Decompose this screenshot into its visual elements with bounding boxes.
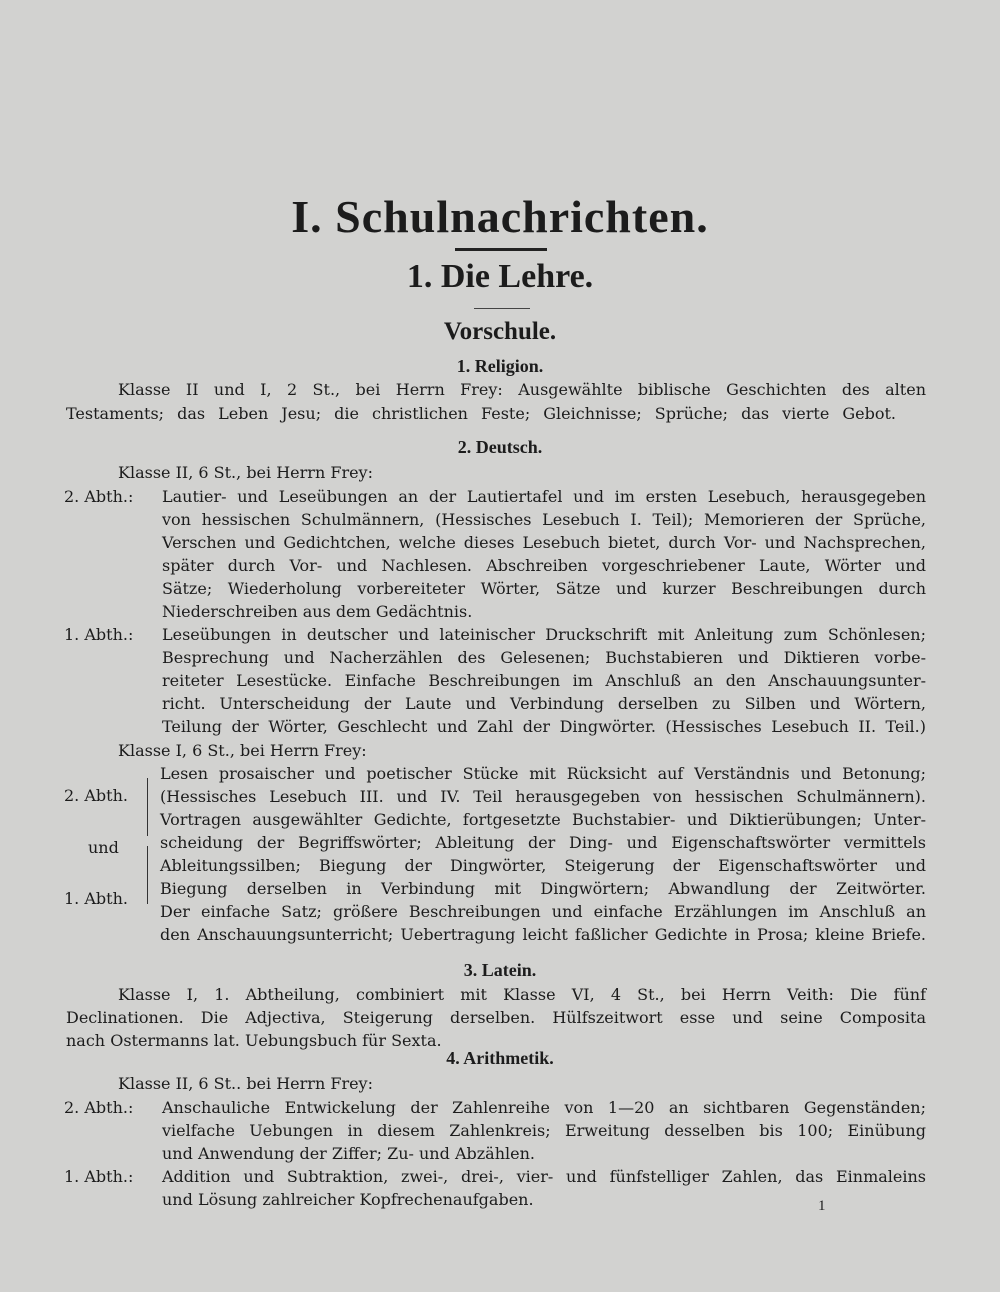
- deutsch-k1-line: den Anschauungsunterricht; Uebertragung leicht faßlicher Gedichte in Prosa; kleine Briefe.: [160, 925, 926, 944]
- deutsch-abt2-line: später durch Vor- und Nachlesen. Abschreiben vorgeschriebener Laute, Wörter und: [162, 556, 926, 575]
- deutsch-abt1-line: richt. Unterscheidung der Laute und Verbindung derselben zu Silben und Wörtern,: [162, 694, 926, 713]
- deutsch-k1-label-top: 2. Abth.: [64, 786, 128, 805]
- arithmetik-abt2-line: Anschauliche Entwickelung der Zahlenreihe von 1—20 an sichtbaren Gegenständen;: [162, 1098, 926, 1117]
- arithmetik-abt1-line: Addition und Subtraktion, zwei-, drei-, vier- und fünfstelliger Zahlen, das Einmaleins: [162, 1167, 926, 1186]
- deutsch-k1-line: Der einfache Satz; größere Beschreibungen und einfache Erzählungen im Anschluß an: [160, 902, 926, 921]
- arithmetik-klasse2: Klasse II, 6 St.. bei Herrn Frey:: [118, 1074, 373, 1093]
- arithmetik-abt2-label: 2. Abth.:: [64, 1098, 134, 1117]
- religion-line: Testaments; das Leben Jesu; die christlichen Feste; Gleichnisse; Sprüche; das vierte Gebot.: [66, 404, 896, 423]
- arithmetik-abt2-line: und Anwendung der Ziffer; Zu- und Abzählen.: [162, 1144, 535, 1163]
- deutsch-k1-line: (Hessisches Lesebuch III. und IV. Teil herausgegeben von hessischen Schulmännern).: [160, 787, 926, 806]
- arithmetik-abt2-line: vielfache Uebungen in diesem Zahlenkreis; Erweitung desselben bis 100; Einübung: [162, 1121, 926, 1140]
- arithmetik-abt1-line: und Lösung zahlreicher Kopfrechenaufgaben.: [162, 1190, 534, 1209]
- chapter-rule: [474, 308, 530, 309]
- deutsch-k1-line: Lesen prosaischer und poetischer Stücke mit Rücksicht auf Verständnis und Betonung;: [160, 764, 926, 783]
- deutsch-abt1-line: Leseübungen in deutscher und lateinischer Druckschrift mit Anleitung zum Schönlesen;: [162, 625, 926, 644]
- deutsch-k1-line: Vortragen ausgewählter Gedichte, fortgesetzte Buchstabier- und Diktierübungen; Unter-: [160, 810, 926, 829]
- latein-line: Klasse I, 1. Abtheilung, combiniert mit Klasse VI, 4 St., bei Herrn Veith: Die fünf: [118, 985, 926, 1004]
- deutsch-k1-label-mid: und: [88, 838, 119, 857]
- arithmetik-abt1-label: 1. Abth.:: [64, 1167, 134, 1186]
- deutsch-abt2-line: Verschen und Gedichtchen, welche dieses Lesebuch bietet, durch Vor- und Nachsprechen,: [162, 533, 926, 552]
- deutsch-k1-line: Biegung derselben in Verbindung mit Dingwörtern; Abwandlung der Zeitwörter.: [160, 879, 926, 898]
- latein-heading: 3. Latein.: [463, 960, 537, 980]
- brace-bottom: [147, 846, 148, 904]
- deutsch-k1-line: scheidung der Begriffswörter; Ableitung der Ding- und Eigenschaftswörter vermittels: [160, 833, 926, 852]
- deutsch-klasse2: Klasse II, 6 St., bei Herrn Frey:: [118, 463, 373, 482]
- religion-heading: 1. Religion.: [456, 356, 544, 376]
- deutsch-abt1-label: 1. Abth.:: [64, 625, 134, 644]
- deutsch-abt2-label: 2. Abth.:: [64, 487, 134, 506]
- religion-line: Klasse II und I, 2 St., bei Herrn Frey: Ausgewählte biblische Geschichten des alten: [118, 380, 926, 399]
- deutsch-klasse1: Klasse I, 6 St., bei Herrn Frey:: [118, 741, 367, 760]
- latein-line: nach Ostermanns lat. Uebungsbuch für Sexta.: [66, 1031, 442, 1050]
- section-heading: Vorschule.: [443, 318, 557, 345]
- deutsch-abt2-line: Lautier- und Leseübungen an der Lautiertafel und im ersten Lesebuch, herausgegeben: [162, 487, 926, 506]
- deutsch-abt2-line: von hessischen Schulmännern, (Hessisches Lesebuch I. Teil); Memorieren der Sprüche,: [162, 510, 926, 529]
- arithmetik-heading: 4. Arithmetik.: [446, 1048, 554, 1068]
- latein-line: Declinationen. Die Adjectiva, Steigerung derselben. Hülfszeitwort esse und seine Composita: [66, 1008, 926, 1027]
- chapter-title: 1. Die Lehre.: [406, 258, 594, 295]
- page-number: 1: [818, 1198, 826, 1214]
- deutsch-abt1-line: Besprechung und Nacherzählen des Gelesenen; Buchstabieren und Diktieren vorbe-: [162, 648, 926, 667]
- deutsch-abt2-line: Niederschreiben aus dem Gedächtnis.: [162, 602, 473, 621]
- brace-top: [147, 778, 148, 836]
- title-rule: [455, 248, 547, 251]
- deutsch-abt1-line: Teilung der Wörter, Geschlecht und Zahl der Dingwörter. (Hessisches Lesebuch II. Teil.): [162, 717, 926, 736]
- deutsch-k1-line: Ableitungssilben; Biegung der Dingwörter, Steigerung der Eigenschaftswörter und: [160, 856, 926, 875]
- deutsch-abt1-line: reiteter Lesestücke. Einfache Beschreibungen im Anschluß an den Anschauungsunter-: [162, 671, 926, 690]
- deutsch-k1-label-bot: 1. Abth.: [64, 889, 128, 908]
- page-title: I. Schulnachrichten.: [291, 191, 709, 242]
- deutsch-heading: 2. Deutsch.: [457, 437, 543, 457]
- deutsch-abt2-line: Sätze; Wiederholung vorbereiteter Wörter, Sätze und kurzer Beschreibungen durch: [162, 579, 926, 598]
